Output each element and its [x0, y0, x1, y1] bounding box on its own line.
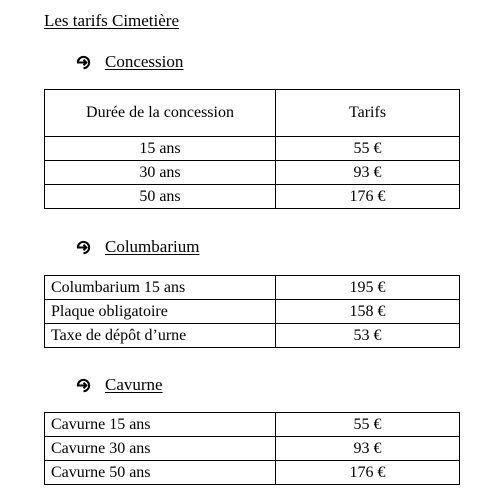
table-row: [45, 413, 460, 437]
cell-price: 55 €: [276, 137, 460, 161]
cell-price: 176 €: [276, 461, 460, 485]
cell-price: 93 €: [276, 437, 460, 461]
table-row: [45, 276, 460, 300]
table-row: [45, 161, 460, 185]
cell-duration: 50 ans: [45, 185, 276, 209]
cell-price: 53 €: [276, 324, 460, 348]
cell-item: Taxe de dépôt d’urne: [45, 324, 276, 348]
concession-table: [44, 89, 460, 209]
cell-item: Cavurne 50 ans: [45, 461, 276, 485]
table-row: [45, 437, 460, 461]
table-row: [45, 137, 460, 161]
cell-item: Cavurne 30 ans: [45, 437, 276, 461]
arrow-bullet-icon: [76, 55, 91, 70]
table-row: [45, 185, 460, 209]
cell-price: 195 €: [276, 276, 460, 300]
cell-price: 158 €: [276, 300, 460, 324]
arrow-bullet-icon: [76, 378, 91, 393]
section-heading-cavurne: Cavurne: [76, 375, 163, 395]
cell-item: Plaque obligatoire: [45, 300, 276, 324]
section-heading-concession: Concession: [76, 52, 183, 72]
table-row: [45, 300, 460, 324]
cell-price: 55 €: [276, 413, 460, 437]
cell-item: Columbarium 15 ans: [45, 276, 276, 300]
page-title: Les tarifs Cimetière: [44, 11, 180, 30]
cell-price: 176 €: [276, 185, 460, 209]
cell-duration: 15 ans: [45, 137, 276, 161]
section-heading-columbarium: Columbarium: [76, 237, 199, 257]
table-row: [45, 324, 460, 348]
columbarium-table: [44, 275, 460, 348]
arrow-bullet-icon: [76, 240, 91, 255]
column-header-tarifs: Tarifs: [276, 90, 460, 137]
table-header-row: [45, 90, 460, 137]
cavurne-table: [44, 412, 460, 485]
column-header-duree: Durée de la concession: [45, 90, 276, 137]
table-row: [45, 461, 460, 485]
cell-item: Cavurne 15 ans: [45, 413, 276, 437]
cell-duration: 30 ans: [45, 161, 276, 185]
cell-price: 93 €: [276, 161, 460, 185]
